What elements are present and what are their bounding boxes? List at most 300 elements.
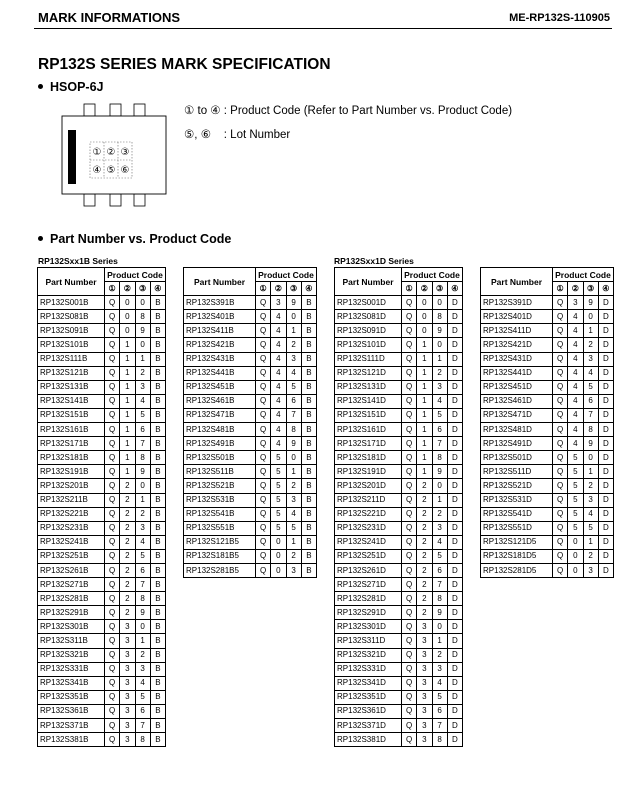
part-number-cell: RP132S091D <box>335 324 402 338</box>
table-row <box>38 324 166 338</box>
bullet-icon <box>38 236 43 241</box>
code-cell: 1 <box>432 493 447 507</box>
bullet-icon <box>38 84 43 89</box>
code-cell: Q <box>256 521 271 535</box>
part-number-cell: RP132S211D <box>335 493 402 507</box>
code-cell: D <box>598 521 613 535</box>
code-cell: Q <box>402 324 417 338</box>
table-row <box>335 380 463 394</box>
code-cell: 1 <box>120 366 135 380</box>
code-cell: 8 <box>432 592 447 606</box>
code-cell: D <box>598 423 613 437</box>
code-cell: 3 <box>417 704 432 718</box>
part-number-cell: RP132S471D <box>481 408 553 422</box>
code-cell: B <box>301 324 316 338</box>
code-cell: Q <box>402 719 417 733</box>
code-cell: 2 <box>417 578 432 592</box>
code-cell: 2 <box>120 549 135 563</box>
part-number-cell: RP132S291D <box>335 606 402 620</box>
code-cell: Q <box>402 310 417 324</box>
part-number-cell: RP132S341B <box>38 676 105 690</box>
part-number-cell: RP132S101D <box>335 338 402 352</box>
code-cell: 2 <box>583 479 598 493</box>
part-number-cell: RP132S531B <box>184 493 256 507</box>
part-number-cell: RP132S141B <box>38 394 105 408</box>
code-cell: 5 <box>271 493 286 507</box>
code-cell: D <box>447 352 462 366</box>
code-cell: Q <box>553 352 568 366</box>
code-cell: 3 <box>135 662 150 676</box>
code-position-header: ① <box>105 282 120 296</box>
product-code-header: Product Code <box>553 268 614 282</box>
code-cell: Q <box>256 324 271 338</box>
table-row <box>38 338 166 352</box>
code-cell: Q <box>402 479 417 493</box>
code-cell: 2 <box>286 338 301 352</box>
code-cell: Q <box>553 563 568 577</box>
code-cell: D <box>447 408 462 422</box>
code-cell: Q <box>553 549 568 563</box>
code-cell: D <box>598 479 613 493</box>
part-number-cell: RP132S381B <box>38 733 105 747</box>
code-cell: Q <box>256 408 271 422</box>
code-cell: B <box>150 507 165 521</box>
code-cell: 0 <box>568 563 583 577</box>
part-number-cell: RP132S151B <box>38 408 105 422</box>
code-cell: 3 <box>417 733 432 747</box>
code-cell: Q <box>105 507 120 521</box>
code-cell: B <box>301 521 316 535</box>
code-cell: D <box>598 437 613 451</box>
code-cell: 5 <box>271 521 286 535</box>
table-row <box>38 394 166 408</box>
part-number-cell: RP132S261B <box>38 563 105 577</box>
code-cell: Q <box>402 549 417 563</box>
table-row <box>335 324 463 338</box>
table-row <box>184 465 317 479</box>
code-cell: 8 <box>432 733 447 747</box>
code-cell: 2 <box>120 578 135 592</box>
table-row <box>335 620 463 634</box>
code-cell: 6 <box>583 394 598 408</box>
code-cell: B <box>150 437 165 451</box>
code-cell: Q <box>402 690 417 704</box>
code-cell: Q <box>402 451 417 465</box>
code-cell: 4 <box>286 507 301 521</box>
code-cell: 1 <box>120 465 135 479</box>
code-cell: B <box>301 535 316 549</box>
code-cell: Q <box>105 324 120 338</box>
code-cell: Q <box>256 549 271 563</box>
code-cell: B <box>150 690 165 704</box>
code-cell: Q <box>105 521 120 535</box>
code-cell: B <box>301 310 316 324</box>
code-cell: 4 <box>271 324 286 338</box>
code-position-header: ① <box>402 282 417 296</box>
code-cell: 6 <box>432 704 447 718</box>
code-cell: 3 <box>432 380 447 394</box>
code-cell: 4 <box>271 310 286 324</box>
document-number: ME-RP132S-110905 <box>509 12 610 24</box>
code-cell: 3 <box>417 620 432 634</box>
product-code-table-b1 <box>37 267 166 747</box>
code-cell: 5 <box>568 479 583 493</box>
code-cell: 6 <box>135 563 150 577</box>
table-row <box>481 423 614 437</box>
code-cell: Q <box>553 310 568 324</box>
table-row <box>38 578 166 592</box>
code-cell: Q <box>402 648 417 662</box>
code-cell: B <box>301 493 316 507</box>
part-number-cell: RP132S291B <box>38 606 105 620</box>
code-cell: D <box>447 719 462 733</box>
part-number-cell: RP132S251D <box>335 549 402 563</box>
table-row <box>38 719 166 733</box>
part-number-cell: RP132S551D <box>481 521 553 535</box>
part-number-cell: RP132S301D <box>335 620 402 634</box>
code-cell: 3 <box>120 662 135 676</box>
table-row <box>184 296 317 310</box>
code-cell: 1 <box>120 423 135 437</box>
code-cell: B <box>301 408 316 422</box>
table-row <box>481 535 614 549</box>
table-row <box>184 352 317 366</box>
part-number-cell: RP132S181B <box>38 451 105 465</box>
code-cell: D <box>598 507 613 521</box>
code-cell: 9 <box>432 606 447 620</box>
code-cell: 2 <box>432 366 447 380</box>
code-cell: B <box>301 465 316 479</box>
code-cell: 2 <box>432 648 447 662</box>
lead-bottom-1 <box>84 194 95 206</box>
code-cell: 3 <box>417 676 432 690</box>
code-cell: 3 <box>120 690 135 704</box>
code-cell: 0 <box>135 296 150 310</box>
code-cell: 9 <box>583 437 598 451</box>
code-cell: Q <box>105 662 120 676</box>
part-number-cell: RP132S111B <box>38 352 105 366</box>
table-row <box>184 437 317 451</box>
part-number-cell: RP132S511D <box>481 465 553 479</box>
code-cell: 4 <box>135 676 150 690</box>
code-cell: Q <box>105 352 120 366</box>
code-cell: 8 <box>432 451 447 465</box>
part-number-cell: RP132S431D <box>481 352 553 366</box>
code-cell: B <box>301 479 316 493</box>
code-cell: B <box>150 620 165 634</box>
table-row <box>38 366 166 380</box>
part-number-cell: RP132S341D <box>335 676 402 690</box>
code-cell: D <box>598 366 613 380</box>
code-cell: 3 <box>417 662 432 676</box>
code-cell: 3 <box>120 648 135 662</box>
code-cell: Q <box>553 366 568 380</box>
product-code-table-d2 <box>480 267 614 578</box>
code-cell: 5 <box>135 690 150 704</box>
code-cell: Q <box>256 338 271 352</box>
code-cell: Q <box>553 380 568 394</box>
code-cell: B <box>301 507 316 521</box>
table-row <box>38 535 166 549</box>
code-cell: 0 <box>583 310 598 324</box>
code-cell: Q <box>105 338 120 352</box>
code-cell: 4 <box>568 394 583 408</box>
table-row <box>335 451 463 465</box>
mark-2: ② <box>106 147 116 158</box>
code-cell: 6 <box>135 704 150 718</box>
code-cell: 4 <box>271 437 286 451</box>
table-row <box>38 479 166 493</box>
code-cell: Q <box>553 451 568 465</box>
part-number-cell: RP132S351D <box>335 690 402 704</box>
part-number-cell: RP132S361D <box>335 704 402 718</box>
part-number-cell: RP132S241B <box>38 535 105 549</box>
code-cell: 5 <box>583 521 598 535</box>
code-cell: 2 <box>135 507 150 521</box>
table-row <box>38 465 166 479</box>
code-cell: 0 <box>417 296 432 310</box>
code-cell: Q <box>105 690 120 704</box>
code-cell: D <box>447 437 462 451</box>
part-number-cell: RP132S321B <box>38 648 105 662</box>
table-row <box>335 465 463 479</box>
code-cell: D <box>447 507 462 521</box>
code-cell: 4 <box>568 338 583 352</box>
header-row <box>184 268 317 282</box>
code-cell: 2 <box>417 507 432 521</box>
code-cell: Q <box>256 451 271 465</box>
code-cell: 7 <box>583 408 598 422</box>
page-title: RP132S SERIES MARK SPECIFICATION <box>38 56 331 73</box>
code-cell: 1 <box>120 408 135 422</box>
code-cell: 1 <box>120 394 135 408</box>
code-cell: B <box>150 563 165 577</box>
code-cell: Q <box>553 408 568 422</box>
code-cell: 4 <box>271 423 286 437</box>
part-number-cell: RP132S081D <box>335 310 402 324</box>
table-row <box>335 563 463 577</box>
code-cell: 8 <box>432 310 447 324</box>
table-row <box>38 493 166 507</box>
part-number-cell: RP132S281D <box>335 592 402 606</box>
table-row <box>184 324 317 338</box>
mark-1: ① <box>92 147 102 158</box>
package-diagram <box>60 100 170 210</box>
code-cell: 0 <box>135 620 150 634</box>
code-cell: Q <box>105 366 120 380</box>
table-row <box>184 380 317 394</box>
table-row <box>481 310 614 324</box>
section-heading <box>38 232 231 246</box>
code-cell: B <box>150 423 165 437</box>
code-cell: 1 <box>417 408 432 422</box>
part-number-cell: RP132S441D <box>481 366 553 380</box>
code-cell: Q <box>105 394 120 408</box>
code-cell: Q <box>105 592 120 606</box>
code-cell: 3 <box>135 380 150 394</box>
code-cell: Q <box>402 507 417 521</box>
code-cell: D <box>447 606 462 620</box>
code-cell: B <box>150 606 165 620</box>
code-cell: 4 <box>135 535 150 549</box>
table-row <box>481 479 614 493</box>
code-cell: Q <box>105 479 120 493</box>
section-title: Part Number vs. Product Code <box>50 232 232 246</box>
table-row <box>184 423 317 437</box>
code-cell: Q <box>553 535 568 549</box>
part-number-cell: RP132S221B <box>38 507 105 521</box>
code-cell: 3 <box>583 493 598 507</box>
code-cell: B <box>301 338 316 352</box>
code-position-header: ③ <box>583 282 598 296</box>
code-cell: 7 <box>432 437 447 451</box>
code-cell: Q <box>402 521 417 535</box>
code-cell: Q <box>105 719 120 733</box>
code-cell: 2 <box>120 606 135 620</box>
table-row <box>335 648 463 662</box>
code-cell: B <box>150 324 165 338</box>
part-number-cell: RP132S091B <box>38 324 105 338</box>
lead-top-2 <box>110 104 121 116</box>
code-cell: 2 <box>583 338 598 352</box>
code-cell: B <box>150 408 165 422</box>
code-cell: B <box>150 592 165 606</box>
code-cell: 0 <box>432 479 447 493</box>
code-cell: B <box>150 310 165 324</box>
series-d-label: RP132Sxx1D Series <box>334 256 414 266</box>
code-cell: 1 <box>417 366 432 380</box>
table-row <box>335 704 463 718</box>
code-cell: B <box>150 380 165 394</box>
part-number-cell: RP132S171B <box>38 437 105 451</box>
table-row <box>481 563 614 577</box>
code-cell: 1 <box>417 451 432 465</box>
code-cell: 4 <box>271 366 286 380</box>
table-row <box>38 352 166 366</box>
part-number-cell: RP132S351B <box>38 690 105 704</box>
part-number-cell: RP132S101B <box>38 338 105 352</box>
code-cell: Q <box>105 535 120 549</box>
table-row <box>38 662 166 676</box>
lead-bottom-3 <box>134 194 145 206</box>
part-number-cell: RP132S281B5 <box>184 563 256 577</box>
code-cell: Q <box>402 535 417 549</box>
code-cell: Q <box>402 437 417 451</box>
code-cell: 3 <box>135 521 150 535</box>
code-cell: Q <box>256 423 271 437</box>
code-cell: 0 <box>135 338 150 352</box>
code-cell: 9 <box>583 296 598 310</box>
code-cell: Q <box>402 634 417 648</box>
code-cell: D <box>598 394 613 408</box>
code-cell: 8 <box>286 423 301 437</box>
code-cell: 7 <box>135 719 150 733</box>
part-number-cell: RP132S121D5 <box>481 535 553 549</box>
code-cell: 3 <box>417 719 432 733</box>
package-name: HSOP-6J <box>50 80 104 94</box>
code-cell: 0 <box>120 310 135 324</box>
table-row <box>335 366 463 380</box>
code-position-header: ① <box>256 282 271 296</box>
table-row <box>481 408 614 422</box>
table-row <box>335 719 463 733</box>
code-cell: 4 <box>568 380 583 394</box>
table-row <box>481 366 614 380</box>
code-cell: B <box>301 296 316 310</box>
code-cell: D <box>447 296 462 310</box>
code-cell: B <box>301 563 316 577</box>
code-cell: Q <box>105 493 120 507</box>
code-cell: 5 <box>271 451 286 465</box>
table-row <box>481 296 614 310</box>
code-cell: 9 <box>432 465 447 479</box>
code-cell: D <box>447 549 462 563</box>
table-row <box>38 733 166 747</box>
code-cell: 1 <box>583 465 598 479</box>
product-code-header: Product Code <box>105 268 166 282</box>
code-cell: 5 <box>135 549 150 563</box>
part-number-cell: RP132S541B <box>184 507 256 521</box>
lead-top-3 <box>134 104 145 116</box>
code-cell: 3 <box>432 521 447 535</box>
code-cell: B <box>301 549 316 563</box>
code-cell: 1 <box>417 423 432 437</box>
code-cell: Q <box>402 578 417 592</box>
code-cell: Q <box>553 507 568 521</box>
part-number-cell: RP132S461B <box>184 394 256 408</box>
code-cell: Q <box>553 465 568 479</box>
series-b-label: RP132Sxx1B Series <box>38 256 118 266</box>
code-cell: Q <box>402 296 417 310</box>
table-row <box>38 521 166 535</box>
code-cell: Q <box>402 465 417 479</box>
code-cell: 4 <box>432 676 447 690</box>
table-row <box>335 535 463 549</box>
header-row <box>38 268 166 282</box>
code-cell: 4 <box>568 408 583 422</box>
table-row <box>335 634 463 648</box>
part-number-cell: RP132S271B <box>38 578 105 592</box>
part-number-cell: RP132S491B <box>184 437 256 451</box>
part-number-cell: RP132S461D <box>481 394 553 408</box>
code-cell: D <box>447 465 462 479</box>
part-number-cell: RP132S261D <box>335 563 402 577</box>
code-cell: Q <box>402 606 417 620</box>
code-cell: D <box>447 451 462 465</box>
table-row <box>38 423 166 437</box>
code-cell: 1 <box>417 352 432 366</box>
code-cell: 0 <box>583 451 598 465</box>
part-number-cell: RP132S001B <box>38 296 105 310</box>
part-number-cell: RP132S131B <box>38 380 105 394</box>
code-cell: 0 <box>432 620 447 634</box>
code-cell: Q <box>105 310 120 324</box>
code-cell: Q <box>256 479 271 493</box>
code-cell: Q <box>553 437 568 451</box>
table-row <box>184 507 317 521</box>
part-number-cell: RP132S191B <box>38 465 105 479</box>
table-row <box>335 733 463 747</box>
code-cell: B <box>150 578 165 592</box>
code-cell: 2 <box>286 479 301 493</box>
code-cell: 5 <box>432 408 447 422</box>
code-cell: Q <box>105 423 120 437</box>
code-cell: 0 <box>135 479 150 493</box>
code-cell: 5 <box>583 380 598 394</box>
code-cell: D <box>598 535 613 549</box>
code-cell: Q <box>105 606 120 620</box>
code-cell: D <box>447 648 462 662</box>
